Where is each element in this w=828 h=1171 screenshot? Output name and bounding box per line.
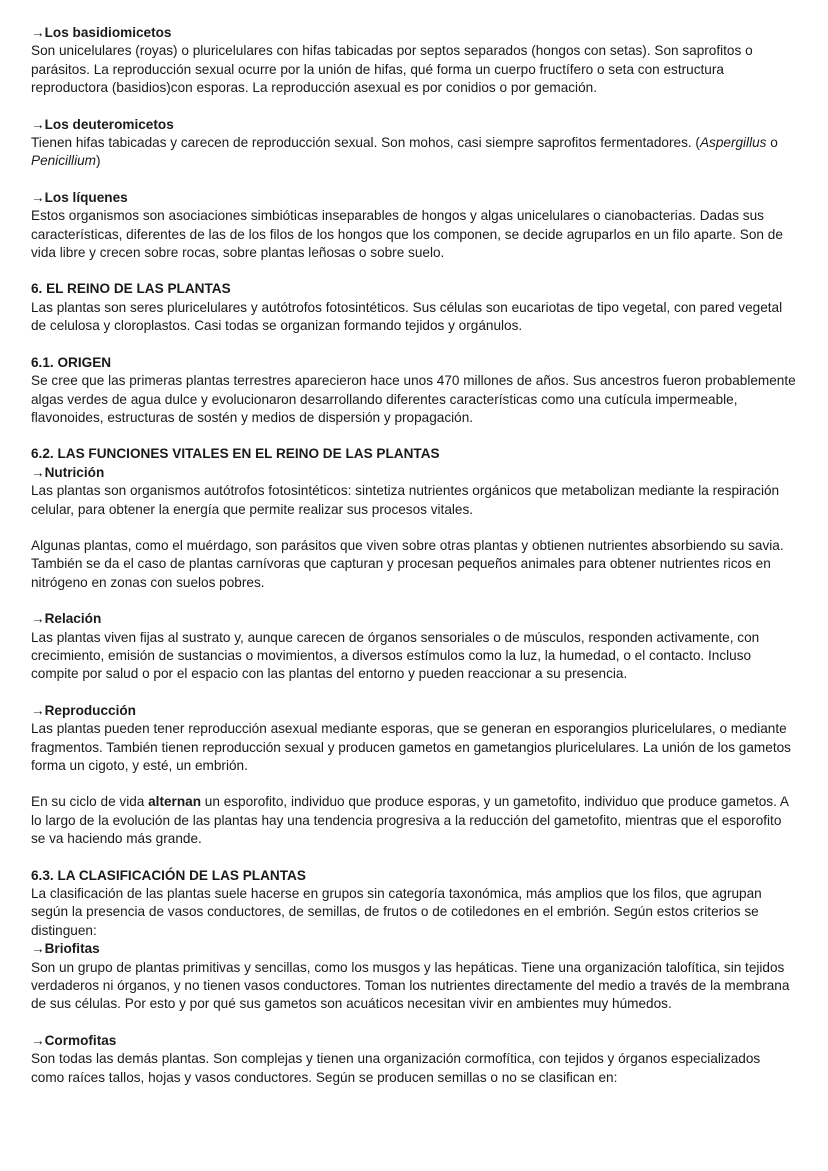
heading-clasificacion: 6.3. LA CLASIFICACIÓN DE LAS PLANTAS <box>31 867 306 883</box>
heading-origen: 6.1. ORIGEN <box>31 354 112 370</box>
section-clasificacion <box>31 867 796 1087</box>
arrow-icon: → <box>31 1032 45 1048</box>
paragraph: La clasificación de las plantas suele hacerse en grupos sin categoría taxonómica, más amplios que los filos, que agrupan según la presencia de vasos conductores, de semillas, de frutos o de cotiledones en el embrión. Según estos criterios se distinguen: <box>31 886 762 938</box>
paragraph: Las plantas pueden tener reproducción asexual mediante esporas, que se generan en esporangios pluricelulares, o mediante fragmentos. También tienen reproducción sexual y producen gametos en gametangios pluricelulares. La unión de los gametos forma un cigoto, y esté, un embrión. <box>31 721 791 773</box>
arrow-icon: → <box>31 702 45 718</box>
document-page <box>31 24 796 1087</box>
subheading-briofitas: →Briofitas <box>31 941 100 957</box>
subheading-cormofitas: →Cormofitas <box>31 1032 117 1048</box>
paragraph: Tienen hifas tabicadas y carecen de reproducción sexual. Son mohos, casi siempre saprofitos fermentadores. (Aspergillus o Penicillium) <box>31 135 778 169</box>
arrow-icon: → <box>31 941 45 957</box>
paragraph: Estos organismos son asociaciones simbióticas inseparables de hongos y algas unicelulares o cianobacterias. Dadas sus características, diferentes de las de los filos de los hongos que los componen, se decide agruparlos en un filo aparte. Son de vida libre y crecen sobre rocas, sobre plantas leñosas o sobre suelo. <box>31 208 783 261</box>
section-liquenes <box>31 189 796 263</box>
subheading-liquenes: →Los líquenes <box>31 189 128 205</box>
subheading-nutricion: →Nutrición <box>31 464 105 480</box>
heading-reino-plantas: 6. EL REINO DE LAS PLANTAS <box>31 281 231 297</box>
heading-funciones-vitales: 6.2. LAS FUNCIONES VITALES EN EL REINO DE LAS PLANTAS <box>31 446 440 462</box>
paragraph: Son un grupo de plantas primitivas y sencillas, como los musgos y las hepáticas. Tiene una organización talofítica, sin tejidos verdaderos ni órganos, y no tienen vasos conductores. Toman los nutrientes directamente del medio a través de la membrana de sus células. Por esto y por qué sus gametos son acuáticos necesitan vivir en ambientes muy húmedos. <box>31 959 790 1012</box>
subheading-basidiomicetos: →Los basidiomicetos <box>31 25 172 40</box>
subheading-reproduccion: →Reproducción <box>31 702 136 718</box>
paragraph: Las plantas son organismos autótrofos fotosintéticos: sintetiza nutrientes orgánicos que metabolizan mediante la respiración celular, para obtener la energía que permite realizar sus procesos vitales. <box>31 483 780 517</box>
paragraph: Las plantas son seres pluricelulares y autótrofos fotosintéticos. Sus células son eucariotas de tipo vegetal, con pared vegetal de celulosa y cloroplastos. Casi todas se organizan formando tejidos y orgánulos. <box>31 299 783 334</box>
arrow-icon: → <box>31 25 45 40</box>
paragraph: Son todas las demás plantas. Son complejas y tienen una organización cormofítica, con tejidos y órganos especializados como raíces tallos, hojas y vasos conductores. Según se producen semillas o no se clasifican en: <box>31 1051 761 1085</box>
subheading-relacion: →Relación <box>31 611 102 627</box>
arrow-icon: → <box>31 611 45 627</box>
section-reino-plantas <box>31 280 796 335</box>
section-basidiomicetos <box>31 24 796 98</box>
arrow-icon: → <box>31 116 45 132</box>
paragraph: En su ciclo de vida alternan un esporofito, individuo que produce esporas, y un gametofito, individuo que produce gametos. A lo largo de la evolución de las plantas hay una tendencia progresiva a la reducción del gametofito, mientras que el esporofito se va haciendo más grande. <box>31 794 789 847</box>
subheading-deuteromicetos: →Los deuteromicetos <box>31 116 174 132</box>
paragraph: Se cree que las primeras plantas terrestres aparecieron hace unos 470 millones de años. Sus ancestros fueron probablemente algas verdes de agua dulce y evolucionaron desarrollando diferentes características como una cutícula impermeable, flavonoides, estructuras de sostén y medios de dispersión y propagación. <box>31 373 796 425</box>
section-deuteromicetos <box>31 116 796 171</box>
section-funciones-vitales <box>31 445 796 848</box>
paragraph: Son unicelulares (royas) o pluricelulares con hifas tabicadas por septos separados (hongos con setas). Son saprofitos o parásitos. La reproducción sexual ocurre por la unión de hifas, qué forma un cuerpo fructífero o seta con estructura reproductora (basidios)con esporas. La reproducción asexual es por conidios o por gemación. <box>31 43 753 96</box>
paragraph: Algunas plantas, como el muérdago, son parásitos que viven sobre otras plantas y obtienen nutrientes absorbiendo su savia. También se da el caso de plantas carnívoras que capturan y procesan pequeños animales para obtener nutrientes ricos en nitrógeno en zonas con suelos pobres. <box>31 537 784 590</box>
arrow-icon: → <box>31 464 45 480</box>
arrow-icon: → <box>31 189 45 205</box>
paragraph: Las plantas viven fijas al sustrato y, aunque carecen de órganos sensoriales o de músculos, responden activamente, con crecimiento, emisión de sustancias o movimientos, a diversos estímulos como la luz, la humedad, o el contacto. Incluso compite por salud o por el espacio con las plantas del entorno y pueden reaccionar a su presencia. <box>31 629 760 682</box>
section-origen <box>31 354 796 428</box>
